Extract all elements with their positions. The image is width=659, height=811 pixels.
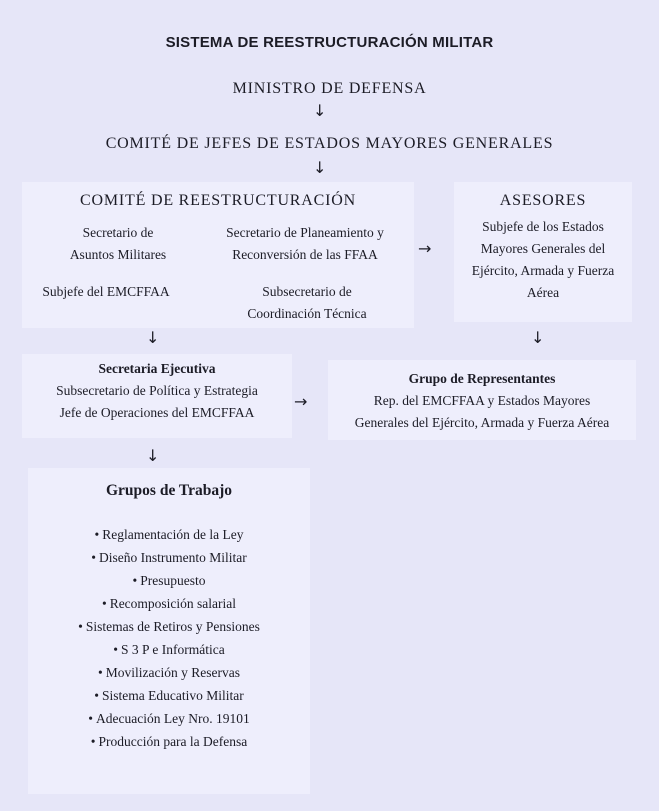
grupo-1 (28, 523, 310, 592)
comite-reestructuracion-heading: COMITÉ DE REESTRUCTURACIÓN (80, 192, 356, 209)
list-item: • Diseño Instrumento Militar (28, 546, 310, 569)
grupo-3 (28, 661, 310, 753)
representantes-heading: Grupo de Representantes (408, 371, 556, 386)
list-item: • Adecuación Ley Nro. 19101 (28, 707, 310, 730)
grupo-representantes-box (328, 360, 636, 440)
list-item: • S 3 P e Informática (28, 638, 310, 661)
list-item: • Sistemas de Retiros y Pensiones (28, 615, 310, 638)
node-ministro: MINISTRO DE DEFENSA (232, 80, 427, 97)
secretaria-ejecutiva-box (22, 354, 292, 438)
member-secretario-planeamiento: Secretario de Planeamiento y Reconversión de las FFAA (226, 225, 384, 262)
list-item: • Presupuesto (28, 569, 310, 592)
arrow-down-icon: ↓ (313, 158, 327, 177)
arrow-down-icon: ↓ (313, 101, 327, 120)
list-item: • Producción para la Defensa (28, 730, 310, 753)
member-subjefe-emcffaa: Subjefe del EMCFFAA (42, 284, 170, 299)
grupos-trabajo-box (28, 468, 310, 794)
grupo-2 (28, 592, 310, 661)
member-subsecretario-coordinacion: Subsecretario de Coordinación Técnica (247, 284, 367, 321)
grupos-heading: Grupos de Trabajo (105, 482, 233, 499)
node-comite-jefes: COMITÉ DE JEFES DE ESTADOS MAYORES GENERALES (105, 135, 554, 152)
arrow-right-icon: → (294, 392, 308, 411)
list-item: • Movilización y Reservas (28, 661, 310, 684)
secretaria-description: Subsecretario de Política y Estrategia Jefe de Operaciones del EMCFFAA (56, 383, 258, 420)
list-item: • Recomposición salarial (28, 592, 310, 615)
secretaria-heading: Secretaria Ejecutiva (98, 361, 216, 376)
member-secretario-asuntos-militares: Secretario de Asuntos Militares (69, 225, 167, 262)
comite-reestructuracion-box (22, 182, 414, 328)
grupos-list (28, 523, 310, 753)
arrow-down-icon: ↓ (146, 446, 160, 465)
asesores-description: Subjefe de los Estados Mayores Generales del Ejército, Armada y Fuerza Aérea (471, 219, 615, 300)
list-item: • Reglamentación de la Ley (28, 523, 310, 546)
arrow-down-icon: ↓ (531, 328, 545, 347)
representantes-description: Rep. del EMCFFAA y Estados Mayores Generales del Ejército, Armada y Fuerza Aérea (354, 393, 610, 430)
arrow-down-icon: ↓ (146, 328, 160, 347)
asesores-box (454, 182, 632, 322)
list-item: • Sistema Educativo Militar (28, 684, 310, 707)
asesores-heading: ASESORES (499, 192, 587, 209)
diagram-title: SISTEMA DE REESTRUCTURACIÓN MILITAR (165, 34, 494, 51)
arrow-right-icon: → (418, 239, 432, 258)
